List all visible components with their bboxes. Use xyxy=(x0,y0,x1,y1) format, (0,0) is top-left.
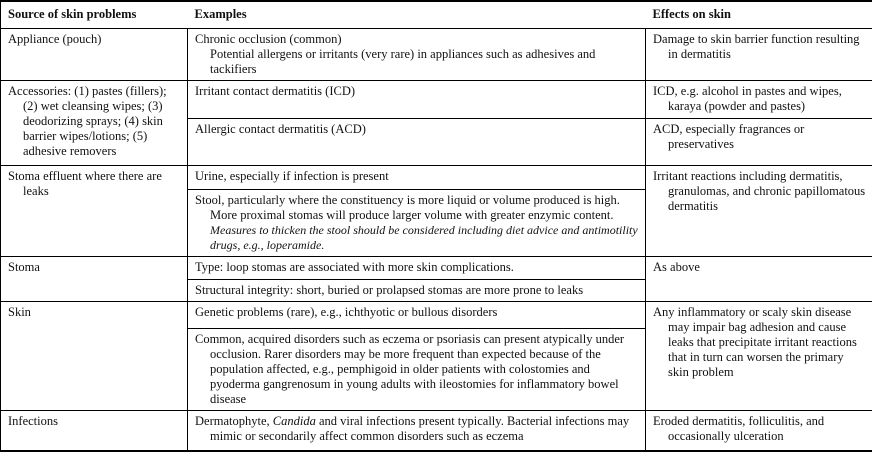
example-note: Measures to thicken the stool should be considered including diet advice and antimotility drugs, e.g., loperamide. xyxy=(195,223,639,253)
cell-effluent-source xyxy=(1,165,188,256)
cell-stoma-source xyxy=(1,256,188,301)
source-text: Stoma xyxy=(8,260,181,275)
cell-skin-source xyxy=(1,301,188,410)
cell-stoma-example-integrity xyxy=(188,279,646,301)
source-text: Stoma effluent where there are leaks xyxy=(8,169,181,199)
effect-text: Irritant reactions including dermatitis, granulomas, and chronic papillomatous dermatitis xyxy=(653,169,866,214)
header-effects-on-skin: Effects on skin xyxy=(646,1,872,28)
cell-infections-examples xyxy=(188,410,646,451)
cell-appliance-source xyxy=(1,28,188,80)
effect-text: ICD, e.g. alcohol in pastes and wipes, karaya (powder and pastes) xyxy=(653,84,866,114)
cell-accessories-effect-icd xyxy=(646,80,872,118)
example-text-candida: Candida xyxy=(273,414,316,428)
example-line: More proximal stomas will produce larger volume with greater enzymic content. xyxy=(195,208,639,223)
table-row-skin-genetic xyxy=(1,301,872,328)
source-text: Skin xyxy=(8,305,181,320)
cell-accessories-example-acd xyxy=(188,118,646,165)
cell-effluent-example-urine xyxy=(188,165,646,189)
example-line: Type: loop stomas are associated with more skin complications. xyxy=(195,260,639,275)
cell-infections-source xyxy=(1,410,188,451)
cell-effluent-effect xyxy=(646,165,872,256)
table-row-appliance xyxy=(1,28,872,80)
example-line: Structural integrity: short, buried or prolapsed stomas are more prone to leaks xyxy=(195,283,639,298)
example-line: Common, acquired disorders such as eczema or psoriasis can present atypically under occlusion. Rarer disorders may be more frequent than expected because of the population affected, e.g., pemphigoid in older patients with colostomies and pyoderma gangrenosum in young adults with ileostomies for inflammatory bowel disease xyxy=(195,332,639,407)
cell-appliance-examples xyxy=(188,28,646,80)
example-line: Potential allergens or irritants (very rare) in appliances such as adhesives and tackifiers xyxy=(195,47,639,77)
example-line: Urine, especially if infection is present xyxy=(195,169,639,184)
cell-stoma-effect xyxy=(646,256,872,301)
cell-stoma-example-type xyxy=(188,256,646,279)
cell-accessories-example-icd xyxy=(188,80,646,118)
cell-skin-effect xyxy=(646,301,872,410)
effect-text: ACD, especially fragrances or preservatives xyxy=(653,122,866,152)
example-line: Stool, particularly where the constituency is more liquid or volume produced is high. xyxy=(195,193,639,208)
table-row-effluent-urine xyxy=(1,165,872,189)
source-text: Infections xyxy=(8,414,181,429)
cell-infections-effect xyxy=(646,410,872,451)
table-row-accessories-icd xyxy=(1,80,872,118)
cell-effluent-example-stool xyxy=(188,189,646,256)
effect-text: Damage to skin barrier function resulting in dermatitis xyxy=(653,32,866,62)
header-examples: Examples xyxy=(188,1,646,28)
cell-appliance-effect xyxy=(646,28,872,80)
cell-accessories-source xyxy=(1,80,188,165)
source-text: Appliance (pouch) xyxy=(8,32,181,47)
cell-skin-example-acquired xyxy=(188,328,646,410)
header-source-of-skin-problems: Source of skin problems xyxy=(1,1,188,28)
example-text-post: and viral infections present typically. Bacterial infections may mimic or secondarily affect common disorders such as eczema xyxy=(210,414,629,443)
example-text-pre: Dermatophyte, xyxy=(195,414,273,428)
header-row xyxy=(1,1,872,28)
example-line xyxy=(195,414,639,444)
example-line: Genetic problems (rare), e.g., ichthyotic or bullous disorders xyxy=(195,305,639,320)
cell-accessories-effect-acd xyxy=(646,118,872,165)
table-row-infections xyxy=(1,410,872,451)
effect-text: Eroded dermatitis, folliculitis, and occasionally ulceration xyxy=(653,414,866,444)
table-row-stoma-type xyxy=(1,256,872,279)
effect-text: Any inflammatory or scaly skin disease may impair bag adhesion and cause leaks that precipitate irritant reactions that in turn can worsen the primary skin problem xyxy=(653,305,866,380)
effect-text: As above xyxy=(653,260,866,275)
example-line: Allergic contact dermatitis (ACD) xyxy=(195,122,639,137)
example-line: Irritant contact dermatitis (ICD) xyxy=(195,84,639,99)
example-line: Chronic occlusion (common) xyxy=(195,32,639,47)
source-text: Accessories: (1) pastes (fillers); (2) wet cleansing wipes; (3) deodorizing sprays; (4) skin barrier wipes/lotions; (5) adhesive removers xyxy=(8,84,181,159)
cell-skin-example-genetic xyxy=(188,301,646,328)
